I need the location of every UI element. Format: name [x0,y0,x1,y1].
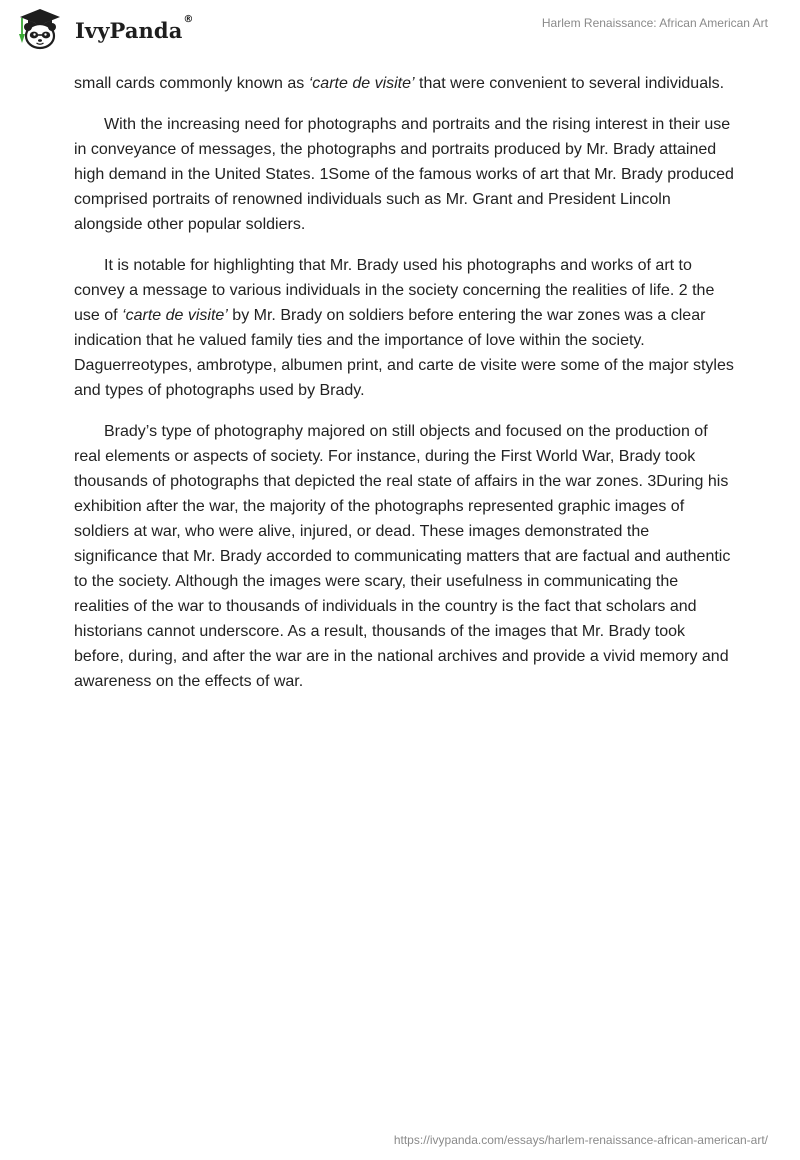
paragraph-3-term: ‘carte de visite’ [122,307,228,324]
paragraph-4: Brady’s type of photography majored on still objects and focused on the production of real elements or aspects of society. For instance, during the First World War, Brady took thousands of photographs that depicted the real state of affairs in the war zones. 3During his exhibition after the war, the majority of the photographs represented graphic images of soldiers at war, who were alive, injured, or dead. These images demonstrated the significance that Mr. Brady accorded to communicating matters that are factual and authentic to the society. Although the images were scary, their usefulness in communicating the realities of the war to thousands of individuals in the country is the fact that scholars and historians cannot underscore. As a result, thousands of the images that Mr. Brady took before, during, and after the war are in the national archives and provide a vivid memory and awareness on the effects of war. [74,423,731,690]
brand-name: IvyPanda [75,17,183,43]
paragraph-3-text-a: It is notable for highlighting that Mr. Brady used his photographs and works of art to convey a message to various individuals in the society concerning the realities of life. 2 the use of [74,257,715,324]
paragraph-1-term: ‘carte de visite’ [308,75,415,92]
source-url-link[interactable]: https://ivypanda.com/essays/harlem-renaissance-african-american-art/ [393,1133,768,1147]
panda-graduate-icon [14,8,72,50]
paragraph-1-text-c: that were convenient to several individuals. [414,75,725,92]
paragraph-continuation [74,71,734,96]
paragraph-3 [74,253,734,403]
essay-body [74,71,734,710]
paragraph-1-text-a: small cards commonly known as [74,75,309,92]
paragraph-3-text-c: by Mr. Brady on soldiers before entering the war zones was a clear indication that he valued family ties and the importance of love within the society. Daguerreotypes, ambrotype, albumen print, and carte de visite were some of the major styles and types of photographs used by Brady. [74,307,734,399]
ivypanda-logo[interactable] [14,8,193,50]
paragraph-2: With the increasing need for photographs and portraits and the rising interest in their use in conveyance of messages, the photographs and portraits produced by Mr. Brady attained high demand in the United States. 1Some of the famous works of art that Mr. Brady produced comprised portraits of renowned individuals such as Mr. Grant and President Lincoln alongside other popular soldiers. [74,116,734,233]
registered-mark: ® [183,13,194,25]
page-header [0,0,800,66]
running-title: Harlem Renaissance: African American Art [541,16,768,30]
